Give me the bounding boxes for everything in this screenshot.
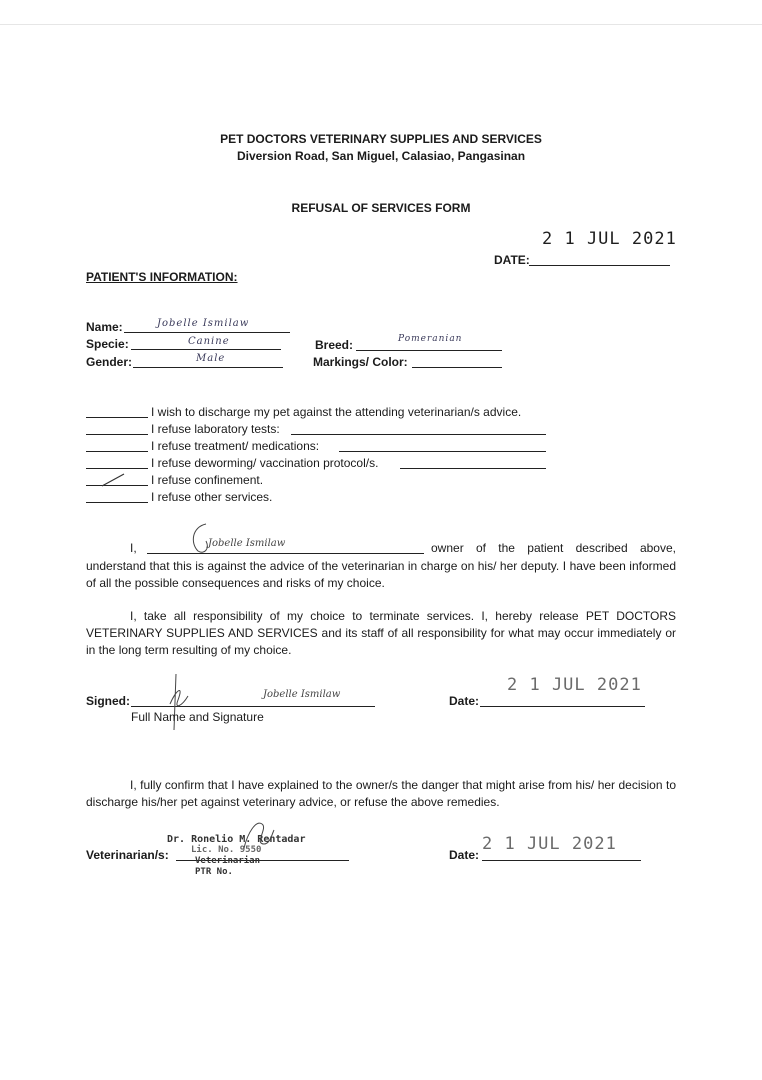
statement-body: understand that this is against the advice of the veterinarian in charge on his/ her deputy. I have been informed of all the possible consequences and risks of my choice. bbox=[86, 559, 676, 590]
signature-scribble-icon bbox=[158, 670, 218, 740]
date-line-top bbox=[529, 265, 670, 266]
vet-stamp-name: Dr. Ronelio M. Rentadar bbox=[167, 834, 306, 845]
specie-value: Canine bbox=[188, 336, 230, 347]
signed-signature-text: Jobelle Ismilaw bbox=[263, 689, 341, 700]
deworming-line[interactable] bbox=[400, 468, 546, 469]
signed-date-label: Date: bbox=[449, 694, 480, 708]
confirmation-text: I, fully confirm that I have explained to the owner/s the danger that might arise from his/ her decision to discharge his/her pet against veterinary advice, or refuse the above remedies. bbox=[86, 778, 676, 809]
option-confinement: I refuse confinement. bbox=[151, 473, 264, 487]
option-lab-tests: I refuse laboratory tests: bbox=[151, 422, 280, 436]
statement-intro: I, bbox=[130, 541, 137, 555]
gender-label: Gender: bbox=[86, 355, 133, 369]
company-address: Diversion Road, San Miguel, Calasiao, Pangasinan bbox=[236, 149, 526, 163]
vet-signature-icon bbox=[238, 814, 278, 854]
page-top-edge bbox=[0, 24, 762, 25]
option-blank-1[interactable] bbox=[86, 417, 148, 418]
specie-line bbox=[131, 349, 281, 350]
vet-stamp-ptr: PTR No. bbox=[195, 867, 233, 877]
option-discharge: I wish to discharge my pet against the attending veterinarian/s advice. bbox=[151, 405, 522, 419]
option-blank-6[interactable] bbox=[86, 502, 148, 503]
vet-date-stamp: 2 1 JUL 2021 bbox=[482, 834, 617, 854]
lab-tests-line[interactable] bbox=[291, 434, 546, 435]
signed-date-line bbox=[480, 706, 645, 707]
signed-date-stamp: 2 1 JUL 2021 bbox=[507, 675, 642, 695]
date-label-top: DATE: bbox=[494, 253, 530, 267]
form-title: REFUSAL OF SERVICES FORM bbox=[291, 201, 471, 215]
treatment-line[interactable] bbox=[339, 451, 546, 452]
signed-label: Signed: bbox=[86, 694, 130, 708]
vet-date-line bbox=[482, 860, 641, 861]
responsibility-paragraph bbox=[86, 608, 676, 659]
gender-value: Male bbox=[196, 353, 226, 364]
patient-info-heading: PATIENT'S INFORMATION: bbox=[86, 270, 238, 284]
gender-line bbox=[133, 367, 283, 368]
date-stamp-top: 2 1 JUL 2021 bbox=[542, 229, 677, 249]
option-deworming: I refuse deworming/ vaccination protocol/s. bbox=[151, 456, 379, 470]
company-name: PET DOCTORS VETERINARY SUPPLIES AND SERVICES bbox=[220, 132, 542, 146]
vet-date-label: Date: bbox=[449, 848, 480, 862]
veterinarian-stamp bbox=[167, 834, 305, 878]
name-value: Jobelle Ismilaw bbox=[157, 318, 250, 329]
checkmark-icon bbox=[100, 472, 126, 488]
option-blank-2[interactable] bbox=[86, 434, 148, 435]
breed-label: Breed: bbox=[315, 338, 354, 352]
breed-line bbox=[356, 350, 502, 351]
signed-caption: Full Name and Signature bbox=[131, 710, 264, 724]
name-line bbox=[124, 332, 290, 333]
owner-name-value: Jobelle Ismilaw bbox=[208, 538, 286, 549]
option-blank-3[interactable] bbox=[86, 451, 148, 452]
specie-label: Specie: bbox=[86, 337, 129, 351]
statement-line1-end: owner of the patient described above, bbox=[431, 541, 676, 555]
markings-line bbox=[412, 367, 502, 368]
name-label: Name: bbox=[86, 320, 123, 334]
option-blank-4[interactable] bbox=[86, 468, 148, 469]
veterinarian-label: Veterinarian/s: bbox=[86, 848, 169, 862]
option-other: I refuse other services. bbox=[151, 490, 273, 504]
markings-label: Markings/ Color: bbox=[313, 355, 408, 369]
responsibility-text: I, take all responsibility of my choice to terminate services. I, hereby release PET DOCTORS VETERINARY SUPPLIES AND SERVICES and its staff of all responsibility for what may occur immediately or in the long term resulting of my choice. bbox=[86, 609, 676, 657]
vet-stamp-license: Lic. No. 9550 bbox=[191, 845, 262, 855]
confirmation-paragraph bbox=[86, 777, 676, 811]
vet-stamp-title: Veterinarian bbox=[195, 856, 261, 866]
option-treatment: I refuse treatment/ medications: bbox=[151, 439, 320, 453]
breed-value: Pomeranian bbox=[398, 334, 463, 344]
